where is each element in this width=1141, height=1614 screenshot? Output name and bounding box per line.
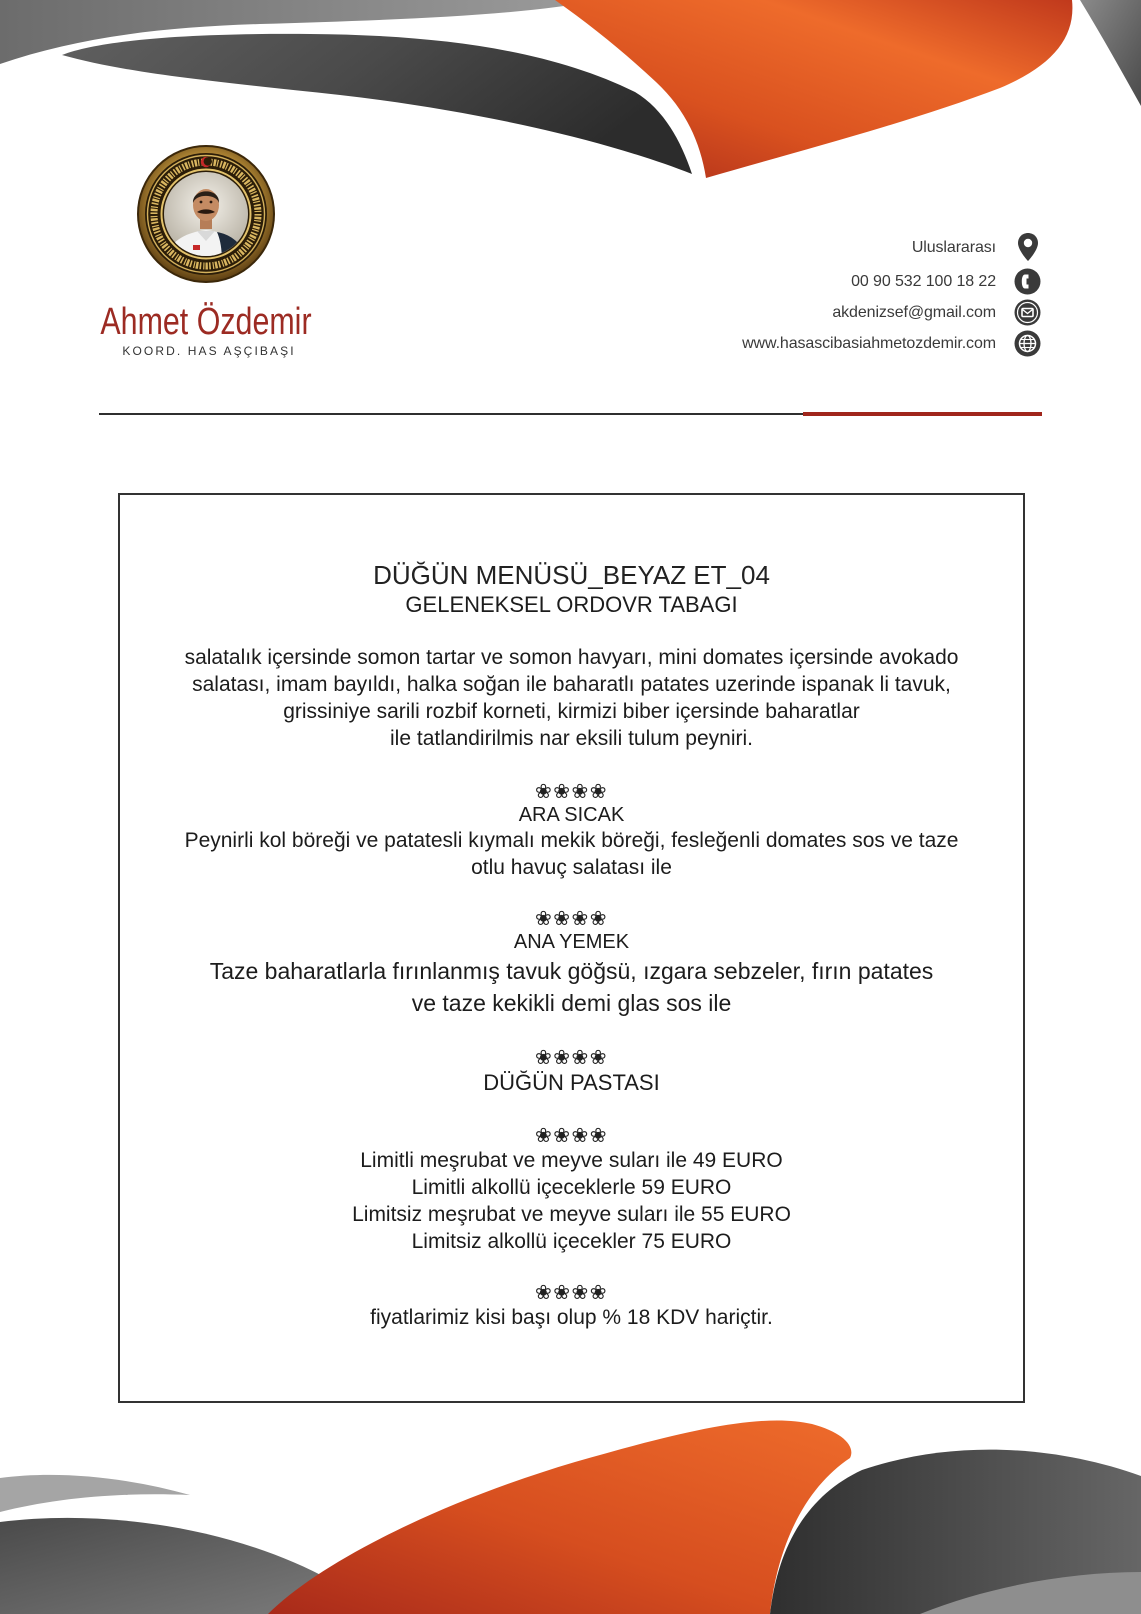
bottom-wave-decoration bbox=[0, 1400, 1141, 1614]
price-line: Limitli meşrubat ve meyve suları ile 49 EURO bbox=[360, 1149, 783, 1172]
ana-yemek-line: ve taze kekikli demi glas sos ile bbox=[411, 990, 732, 1016]
flower-separator: ❀❀❀❀ bbox=[534, 1045, 609, 1069]
header-divider-accent bbox=[803, 412, 1042, 416]
contact-email[interactable]: akdenizsef@gmail.com bbox=[832, 304, 996, 321]
ana-yemek-line: Taze baharatlarla fırınlanmış tavuk göğsü, ızgara sebzeler, fırın patates bbox=[209, 958, 934, 984]
contact-location: Uluslararası bbox=[911, 239, 996, 256]
flower-separator: ❀❀❀❀ bbox=[534, 906, 609, 930]
ordovr-line: grissiniye sarili rozbif korneti, kirmizi biber içersinde baharatlar bbox=[283, 700, 860, 723]
ara-sicak-line: otlu havuç salatası ile bbox=[471, 856, 672, 879]
ordovr-heading: GELENEKSEL ORDOVR TABAGI bbox=[405, 592, 738, 617]
globe-icon bbox=[1014, 330, 1041, 357]
ordovr-line: salatası, imam bayıldı, halka soğan ile baharatlı patates uzerinde ispanak li tavuk, bbox=[192, 673, 951, 696]
location-pin-icon bbox=[1017, 232, 1039, 262]
chef-name: Ahmet Özdemir bbox=[100, 301, 312, 343]
price-line: Limitli alkollü içeceklerle 59 EURO bbox=[411, 1176, 732, 1199]
ordovr-line: ile tatlandirilmis nar eksili tulum peyniri. bbox=[390, 727, 753, 750]
flower-separator: ❀❀❀❀ bbox=[534, 1280, 609, 1304]
contact-phone: 00 90 532 100 18 22 bbox=[851, 273, 996, 290]
flower-separator: ❀❀❀❀ bbox=[534, 779, 609, 803]
phone-icon bbox=[1014, 268, 1041, 295]
ana-yemek-heading: ANA YEMEK bbox=[513, 931, 630, 953]
menu-title: DÜĞÜN MENÜSÜ_BEYAZ ET_04 bbox=[373, 560, 770, 590]
ara-sicak-line: Peynirli kol böreği ve patatesli kıymalı mekik böreği, fesleğenli domates sos ve taze bbox=[184, 829, 959, 852]
chef-seal-logo bbox=[137, 145, 275, 283]
contact-website[interactable]: www.hasascibasiahmetozdemir.com bbox=[742, 335, 996, 352]
header-divider bbox=[99, 413, 803, 415]
price-line: Limitsiz meşrubat ve meyve suları ile 55 EURO bbox=[352, 1203, 791, 1226]
ara-sicak-heading: ARA SICAK bbox=[518, 804, 625, 826]
pasta-heading: DÜĞÜN PASTASI bbox=[483, 1070, 660, 1095]
email-icon bbox=[1014, 299, 1041, 326]
chef-role: KOORD. HAS AŞÇIBAŞI bbox=[122, 344, 296, 358]
ordovr-line: salatalık içersinde somon tartar ve somon havyarı, mini domates içersinde avokado bbox=[184, 646, 959, 669]
flower-separator: ❀❀❀❀ bbox=[534, 1123, 609, 1147]
price-note: fiyatlarimiz kisi başı olup % 18 KDV hariçtir. bbox=[370, 1306, 773, 1329]
price-line: Limitsiz alkollü içecekler 75 EURO bbox=[411, 1230, 732, 1253]
brand-name-block bbox=[0, 302, 412, 342]
